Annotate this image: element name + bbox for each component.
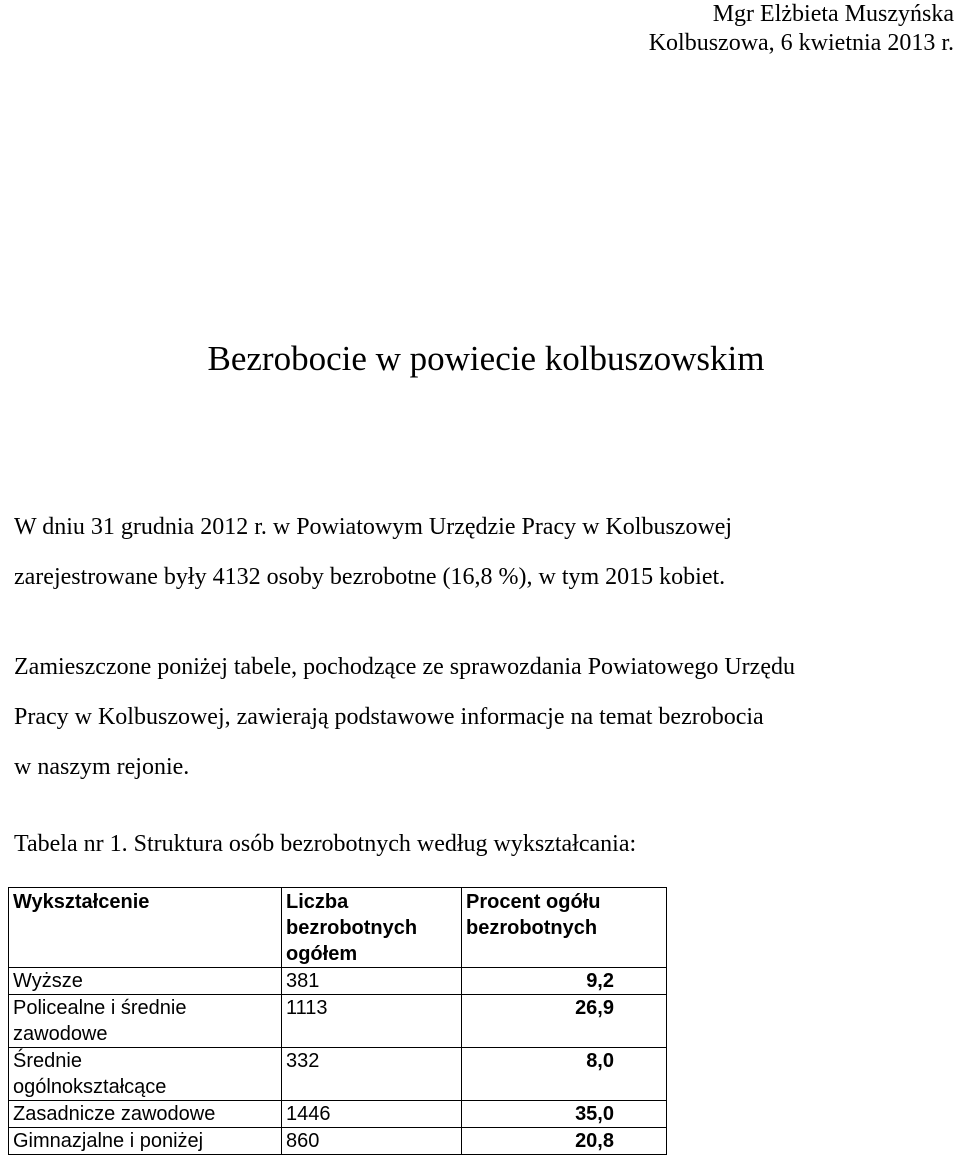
cell-line: Zasadnicze zawodowe <box>13 1103 216 1125</box>
header-line: Liczba <box>286 891 349 913</box>
paragraph-line: W dniu 31 grudnia 2012 r. w Powiatowym Urzędzie Pracy w Kolbuszowej <box>14 514 733 540</box>
cell-line: Policealne i średnie <box>13 997 187 1019</box>
column-header-education <box>9 888 282 968</box>
cell-line: Wyższe <box>13 970 83 992</box>
count-cell: 1446 <box>282 1101 462 1128</box>
count-cell: 860 <box>282 1128 462 1155</box>
document-title: Bezrobocie w powiecie kolbuszowskim <box>207 339 765 378</box>
count-cell: 1113 <box>282 995 462 1048</box>
percent-cell: 9,2 <box>462 968 667 995</box>
tables-description-paragraph <box>14 642 954 792</box>
table-header-row <box>9 888 667 968</box>
percent-cell: 8,0 <box>462 1048 667 1101</box>
table-row <box>9 1048 667 1101</box>
paragraph-line: w naszym rejonie. <box>14 754 190 780</box>
header-line: bezrobotnych <box>286 917 418 939</box>
education-cell <box>9 1101 282 1128</box>
education-cell <box>9 995 282 1048</box>
education-cell <box>9 968 282 995</box>
count-cell: 381 <box>282 968 462 995</box>
table-row <box>9 995 667 1048</box>
cell-line: Gimnazjalne i poniżej <box>13 1130 204 1152</box>
education-structure-table <box>8 887 667 1155</box>
percent-cell: 20,8 <box>462 1128 667 1155</box>
intro-paragraph <box>14 502 954 602</box>
column-header-percent <box>462 888 667 968</box>
author-name: Mgr Elżbieta Muszyńska <box>712 1 954 27</box>
header-line: bezrobotnych <box>466 917 598 939</box>
paragraph-line: Pracy w Kolbuszowej, zawierają podstawowe informacje na temat bezrobocia <box>14 704 764 730</box>
table-caption: Tabela nr 1. Struktura osób bezrobotnych według wykształcania: <box>14 831 637 857</box>
table-row <box>9 1128 667 1155</box>
education-cell <box>9 1048 282 1101</box>
cell-line: zawodowe <box>13 1023 108 1045</box>
document-header <box>649 0 954 58</box>
place-and-date: Kolbuszowa, 6 kwietnia 2013 r. <box>648 30 954 56</box>
header-line: Wykształcenie <box>13 891 150 913</box>
percent-cell: 35,0 <box>462 1101 667 1128</box>
count-cell: 332 <box>282 1048 462 1101</box>
cell-line: ogólnokształcące <box>13 1076 167 1098</box>
cell-line: Średnie <box>13 1050 82 1072</box>
percent-cell: 26,9 <box>462 995 667 1048</box>
header-line: ogółem <box>286 943 358 965</box>
education-cell <box>9 1128 282 1155</box>
table-row <box>9 968 667 995</box>
header-line: Procent ogółu <box>466 891 601 913</box>
table-row <box>9 1101 667 1128</box>
paragraph-line: zarejestrowane były 4132 osoby bezrobotne (16,8 %), w tym 2015 kobiet. <box>14 564 726 590</box>
paragraph-line: Zamieszczone poniżej tabele, pochodzące ze sprawozdania Powiatowego Urzędu <box>14 654 795 680</box>
column-header-count <box>282 888 462 968</box>
